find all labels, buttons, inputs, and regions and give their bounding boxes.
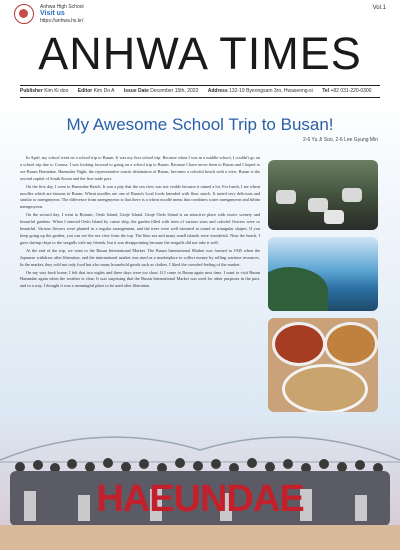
- school-url-link[interactable]: https://anhwa.hs.kr/: [40, 18, 84, 24]
- paragraph: On the second day, I went to Botanic, Oedo Island, Geoje Island. Geoje Oedo Island is an attractive place with exotic scenery and beautiful gardens. When I entered Oedo Island by cruise ship, the garden filled with trees of various sizes and colorful flowers were so beautiful. Various flowers were planted in a regular arrangement, and the trees were well trimmed in round or triangular shapes. If you keep going up the garden, you can see the sea view from the top. The blue sea and many small islands were wonderful. Near the beach, I gave shrimp chips to the seagulls with my friends, but it was disappointing because the seagulls did not take it well.: [20, 212, 260, 245]
- volume-label: Vol.1: [372, 5, 386, 11]
- issue-value: December 15th, 2023: [150, 88, 199, 94]
- kart-shape: [342, 188, 362, 202]
- publisher-value: Kim Ki doo: [44, 88, 69, 94]
- issue-label: Issue Date: [123, 88, 149, 94]
- top-rule: [20, 85, 380, 86]
- address-value: 132-19 Byeongsam 3ro, Hwaseong-si: [229, 88, 313, 94]
- island-shape: [268, 267, 328, 311]
- article-body: [20, 155, 260, 291]
- kart-shape: [324, 210, 344, 224]
- haeundae-sign: HAEUNDAE: [96, 478, 304, 520]
- editor-value: Kim Do A: [93, 88, 115, 94]
- masthead-title: ANHWA TIMES: [38, 28, 362, 79]
- tel-label: Tel: [322, 88, 330, 94]
- bowl-shape: [282, 364, 368, 412]
- article-byline: 2-6 Yu Ji Soo, 2-6 Lee Gyung Min: [303, 137, 378, 143]
- food-photo: [268, 318, 378, 412]
- school-name: Anhwa High School: [40, 4, 84, 10]
- paragraph: On my way back home, I felt that two nights and three days were too short. If I come to Busan again next time, I want to visit Busan Haeundae again when the weather is clear. It was surprising that the Busan International Market was used for other purposes in the past, and in a way, I thought it was a meaningful place to be used after liberation.: [20, 269, 260, 289]
- address-label: Address: [207, 88, 228, 94]
- bowl-shape: [324, 322, 378, 366]
- kart-shape: [276, 190, 296, 204]
- paragraph: At the end of the trip, we went to the Busan International Market. The Busan International Market was formed in 1945 when the Japanese withdrew after liberation, and the international market was used as a marketplace to collect money by selling wartime resources. In the market, they sold not only food but also many household goods such as clothes. I liked the crowded feeling of the market.: [20, 247, 260, 267]
- go-kart-photo: [268, 160, 378, 230]
- visit-us-label: Visit us: [40, 10, 65, 17]
- school-logo: [14, 4, 34, 24]
- editor-label: Editor: [77, 88, 93, 94]
- tel-value: +82 031-220-0300: [330, 88, 372, 94]
- article-title: My Awesome School Trip to Busan!: [66, 115, 334, 134]
- paragraph: In April, my school went on a school trip to Busan. It was my first school trip. Because when I was in a middle school, I couldn't go on a school trip due to Corona. I was looking forward to going on a school trip to Busan. Because I have never been to Busan and I hoped to see Busan Haeundae. Haeundae Night, the representative tourist destination of Busan, becomes a colorful beach with a view. Busan is the second capital of South Korea and the first trade port.: [20, 155, 260, 181]
- sand-ground: [0, 525, 400, 550]
- sea-view-photo: [268, 237, 378, 311]
- paragraph: On the first day, I went to Haeundae Beach. It was a pity that the sea view was not visible because it rained a lot. For lunch, I ate wheat noodles which are famous in Busan. Wheat noodles are one of Busan's local foods kneaded with flour starch. It tasted very delicious and similar to naengmyeon. The difference from naengmyeon is that there is a wheat noodle menu that combines water naengmyeon and bibim naengmyeon.: [20, 183, 260, 210]
- bowl-shape: [272, 322, 326, 366]
- publication-info: [20, 88, 380, 94]
- publisher-label: Publisher: [20, 88, 43, 94]
